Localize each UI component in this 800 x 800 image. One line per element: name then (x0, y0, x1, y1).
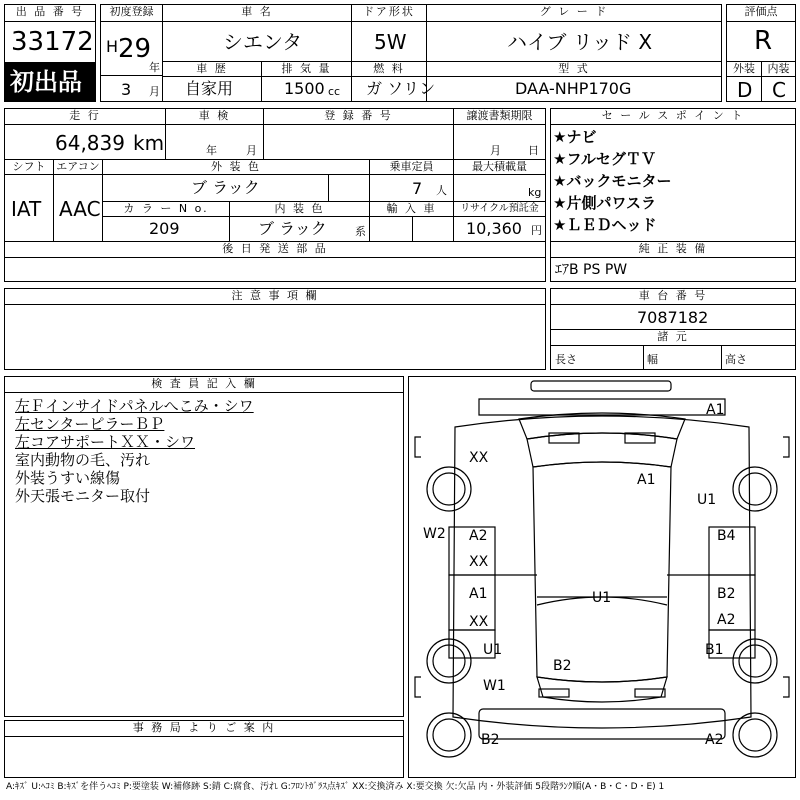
inspector-note: 左Ｆインサイドパネルへこみ・シワ (15, 397, 254, 415)
damage-label: U1 (592, 590, 612, 606)
damage-label: B2 (553, 658, 572, 674)
model-code: DAA-NHP170G (515, 79, 632, 98)
interior-color-header: 内 装 色 (229, 201, 370, 217)
max-load-unit: kg (528, 186, 542, 199)
damage-label: A2 (469, 528, 488, 544)
grade-cell (426, 21, 722, 62)
mileage-header: 走 行 (4, 108, 166, 125)
ac-cell (53, 174, 103, 242)
inspection-header: 車 検 (165, 108, 264, 125)
damage-label: W2 (423, 526, 446, 542)
door-type: 5W (374, 30, 407, 54)
capacity: 7 (412, 179, 423, 198)
damage-label: A1 (469, 586, 488, 602)
interior-color-suffix: 系 (355, 225, 366, 238)
sales-point-item: ★ナビ (553, 128, 597, 146)
equipment-header: 純 正 装 備 (550, 241, 796, 258)
sales-point-item: ★フルセグＴＶ (553, 150, 656, 168)
height-label: 高さ (725, 353, 747, 366)
damage-label: A1 (637, 472, 656, 488)
door-header: ドア形状 (351, 4, 427, 22)
displacement-unit: cc (328, 85, 341, 98)
damage-label: B1 (705, 642, 724, 658)
shift-header: シフト (4, 159, 54, 175)
caution-cell (4, 304, 546, 370)
divider (643, 346, 644, 369)
transfer-header: 譲渡書類期限 (453, 108, 546, 125)
first-registration-header: 初度登録 (100, 4, 163, 22)
ac-header: エアコン (53, 159, 103, 175)
max-load-cell (453, 174, 546, 202)
dimensions-cell (550, 345, 796, 370)
inspector-header: 検 査 員 記 入 欄 (4, 376, 404, 393)
history-cell (162, 76, 262, 102)
damage-label: B2 (481, 732, 500, 748)
transfer-day-unit: 日 (528, 144, 539, 157)
damage-label: W1 (483, 678, 506, 694)
office-header: 事 務 局 よ り ご 案 内 (4, 720, 404, 737)
shift: IAT (11, 197, 42, 221)
divider (328, 175, 329, 201)
color-no-header: カ ラ ー N o. (102, 201, 230, 217)
score: R (754, 26, 773, 56)
sales-points-cell (550, 124, 796, 242)
recycle-fee: 10,360 (466, 219, 522, 238)
sales-point-item: ★ＬＥＤヘッド (553, 216, 657, 234)
car-name-cell (162, 21, 352, 62)
damage-label: U1 (483, 642, 503, 658)
displacement: 1500 (284, 79, 325, 98)
damage-label: A2 (717, 612, 736, 628)
exterior-grade-header: 外装 (726, 61, 762, 77)
damage-label: XX (469, 450, 489, 466)
grade-header: グ レ ー ド (426, 4, 722, 22)
exterior-grade-cell (726, 76, 762, 102)
car-diagram (408, 376, 796, 778)
model-cell (426, 76, 722, 102)
car-name-header: 車 名 (162, 4, 352, 22)
plate-header: 登 録 番 号 (263, 108, 454, 125)
reg-year-unit: 年 (149, 61, 160, 74)
divider (721, 346, 722, 369)
exterior-grade: D (737, 78, 753, 102)
lot-number-header: 出 品 番 号 (4, 4, 96, 22)
recycle-header: リサイクル預託金 (453, 201, 546, 217)
reg-month: 3 (121, 80, 132, 99)
displacement-cell (261, 76, 352, 102)
inspector-note: 室内動物の毛、汚れ (15, 451, 151, 469)
legend: A:ｷｽﾞ U:ﾍｺﾐ B:ｷｽﾞを伴うﾍｺﾐ P:要塗装 W:補修跡 S:錆 C:腐食、汚れ G:ﾌﾛﾝﾄｶﾞﾗｽ点ｷｽﾞ XX:交換済み X:要交換 欠:欠品 内・外装評価 5段階ﾗﾝｸ順(A・B・C・D・E) 1 (6, 782, 665, 792)
max-load-header: 最大積載量 (453, 159, 546, 175)
equipment-cell (550, 257, 796, 282)
first-lot-badge (4, 62, 96, 102)
chassis-number: 7087182 (637, 308, 709, 327)
lot-number: 33172 (11, 27, 94, 57)
inspection-cell (165, 124, 264, 160)
inspector-cell (4, 392, 404, 717)
damage-label: A2 (705, 732, 724, 748)
fuel-cell (351, 76, 436, 102)
divider (412, 217, 413, 241)
score-cell (726, 21, 796, 62)
dimensions-header: 諸 元 (550, 329, 796, 346)
transfer-month-unit: 月 (490, 144, 501, 157)
interior-color: ブ ラック (258, 219, 327, 238)
model-header: 型 式 (426, 61, 722, 77)
damage-label: XX (469, 614, 489, 630)
interior-grade-cell (761, 76, 796, 102)
door-cell (351, 21, 427, 62)
equipment: ｴｱB PS PW (555, 262, 628, 278)
car-outline (409, 377, 795, 777)
exterior-color-header: 外 装 色 (102, 159, 370, 175)
width-label: 幅 (647, 353, 658, 366)
inspector-note: 左コアサポートＸＸ・シワ (15, 433, 196, 451)
fuel-header: 燃 料 (351, 61, 427, 77)
chassis-cell (550, 304, 796, 330)
interior-grade: C (772, 78, 786, 102)
sales-points-header: セ ー ル ス ポ イ ン ト (550, 108, 796, 125)
inspector-note: 外天張モニター取付 (15, 487, 151, 505)
exterior-color-cell (102, 174, 370, 202)
car-name: シエンタ (223, 30, 303, 54)
ac: AAC (59, 197, 101, 221)
office-cell (4, 736, 404, 778)
color-no: 209 (149, 219, 180, 238)
lot-number-cell (4, 21, 96, 63)
first-registration-cell (100, 21, 163, 76)
reg-year: 29 (118, 34, 152, 64)
sales-point-item: ★片側パワスラ (553, 194, 656, 212)
plate-cell (263, 124, 454, 160)
damage-label: B2 (717, 586, 736, 602)
later-parts-cell (4, 257, 546, 282)
inspection-year-unit: 年 (206, 144, 217, 157)
import-header: 輸 入 車 (369, 201, 454, 217)
inspection-month-unit: 月 (246, 144, 257, 157)
mileage-cell (4, 124, 166, 160)
inspector-note: 外装うすい線傷 (15, 469, 121, 487)
displacement-header: 排 気 量 (261, 61, 352, 77)
later-parts-header: 後 日 発 送 部 品 (4, 241, 546, 258)
fuel: ガ ソリン (366, 79, 436, 98)
era: H (106, 37, 119, 56)
chassis-header: 車 台 番 号 (550, 288, 796, 305)
import-cell (369, 216, 454, 242)
history-header: 車 歴 (162, 61, 262, 77)
exterior-color: ブ ラック (191, 178, 260, 197)
history: 自家用 (185, 79, 234, 98)
reg-month-unit: 月 (149, 85, 160, 98)
caution-header: 注 意 事 項 欄 (4, 288, 546, 305)
recycle-unit: 円 (531, 224, 542, 237)
inspector-note: 左センターピラーＢＰ (15, 415, 165, 433)
length-label: 長さ (555, 353, 577, 366)
score-header: 評価点 (726, 4, 796, 22)
color-no-cell (102, 216, 230, 242)
reg-month-cell (100, 75, 163, 102)
capacity-unit: 人 (436, 184, 447, 197)
damage-label: B4 (717, 528, 736, 544)
interior-color-cell (229, 216, 370, 242)
damage-label: A1 (706, 402, 725, 418)
shift-cell (4, 174, 54, 242)
mileage: 64,839 (55, 131, 125, 155)
recycle-cell (453, 216, 546, 242)
sales-point-item: ★バックモニター (553, 172, 672, 190)
capacity-cell (369, 174, 454, 202)
damage-label: XX (469, 554, 489, 570)
mileage-unit: km (133, 131, 165, 155)
grade: ハイブ リッド X (507, 30, 653, 54)
first-lot-badge-text: 初出品 (10, 68, 82, 96)
damage-label: U1 (697, 492, 717, 508)
transfer-cell (453, 124, 546, 160)
interior-grade-header: 内装 (761, 61, 796, 77)
capacity-header: 乗車定員 (369, 159, 454, 175)
